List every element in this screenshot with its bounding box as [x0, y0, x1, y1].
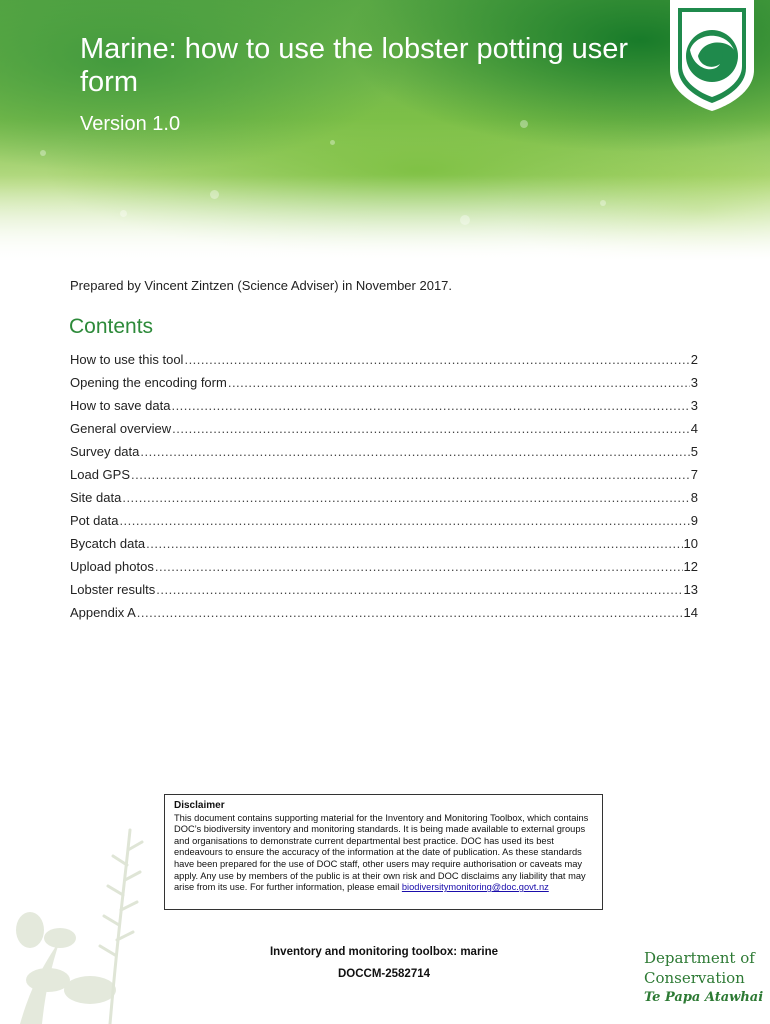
footer-document-id: DOCCM-2582714: [337, 968, 431, 980]
toc-entry-label: Upload photos: [70, 559, 154, 574]
toc-entry-page: 10: [683, 536, 698, 551]
toc-entry-label: Lobster results: [70, 582, 156, 597]
toc-entry-label: Load GPS: [70, 467, 130, 482]
toc-entry-page: 5: [690, 444, 698, 459]
toc-entry-opening-form[interactable]: [70, 375, 698, 398]
toc-entry-bycatch-data[interactable]: [70, 536, 698, 559]
toc-entry-label: Bycatch data: [70, 536, 146, 551]
toc-dot-leader: [137, 605, 683, 620]
toc-dot-leader: [146, 536, 682, 551]
toc-entry-page: 13: [683, 582, 698, 597]
toc-entry-label: General overview: [70, 421, 172, 436]
toc-entry-label: Opening the encoding form: [70, 375, 227, 390]
toc-entry-label: Survey data: [70, 444, 140, 459]
document-version: Version 1.0: [80, 113, 181, 135]
toc-entry-survey-data[interactable]: [70, 444, 698, 467]
toc-entry-how-to-use[interactable]: [70, 352, 698, 375]
disclaimer-body: This document contains supporting material for the Inventory and Monitoring Toolbox, which contains DOC’s biodiversity inventory and monitoring standards. It is being made available to external groups and organisations to demonstrate current departmental best practice. DOC has used its best endeavours to ensure the accuracy of the information at the date of publication. As these standards have been prepared for the use of DOC staff, other users may require authorisation or caveats may apply. Any use by members of the public is at their own risk and DOC disclaims any liability that may arise from its use. For further information, please email: [174, 812, 589, 893]
disclaimer-box: [164, 794, 603, 910]
toc-entry-pot-data[interactable]: [70, 513, 698, 536]
toc-entry-label: How to save data: [70, 398, 171, 413]
toc-dot-leader: [172, 421, 690, 436]
toc-dot-leader: [122, 490, 689, 505]
toc-entry-label: How to use this tool: [70, 352, 184, 367]
toc-entry-site-data[interactable]: [70, 490, 698, 513]
contents-heading: Contents: [69, 315, 154, 338]
banner-texture: [520, 120, 528, 128]
banner-texture: [120, 210, 127, 217]
toc-dot-leader: [119, 513, 689, 528]
logo-line-department: Department of: [644, 949, 755, 967]
banner-texture: [210, 190, 219, 199]
toc-dot-leader: [156, 582, 682, 597]
doc-shield-logo-icon: [668, 0, 756, 112]
toc-entry-save-data[interactable]: [70, 398, 698, 421]
toc-entry-page: 4: [690, 421, 698, 436]
document-title: Marine: how to use the lobster potting user form: [80, 33, 629, 98]
toc-entry-page: 9: [690, 513, 698, 528]
toc-entry-label: Pot data: [70, 513, 119, 528]
banner-texture: [600, 200, 606, 206]
toc-entry-page: 14: [683, 605, 698, 620]
toc-entry-page: 12: [683, 559, 698, 574]
banner-texture: [460, 215, 470, 225]
logo-line-conservation: Conservation: [644, 969, 745, 987]
department-of-conservation-logo: [644, 948, 764, 1008]
toc-dot-leader: [155, 559, 683, 574]
toc-entry-page: 8: [690, 490, 698, 505]
banner-texture: [40, 150, 46, 156]
toc-entry-general-overview[interactable]: [70, 421, 698, 444]
fern-bird-illustration-icon: [0, 820, 180, 1024]
toc-entry-label: Site data: [70, 490, 122, 505]
toc-dot-leader: [140, 444, 689, 459]
toc-entry-lobster-results[interactable]: [70, 582, 698, 605]
toc-dot-leader: [131, 467, 690, 482]
toc-entry-upload-photos[interactable]: [70, 559, 698, 582]
footer-title: Inventory and monitoring toolbox: marine: [269, 946, 499, 958]
toc-entry-appendix-a[interactable]: [70, 605, 698, 628]
banner-texture: [330, 140, 335, 145]
toc-entry-page: 2: [690, 352, 698, 367]
toc-entry-page: 7: [690, 467, 698, 482]
toc-dot-leader: [171, 398, 689, 413]
toc-entry-label: Appendix A: [70, 605, 136, 620]
disclaimer-email-link[interactable]: biodiversitymonitoring@doc.govt.nz: [401, 882, 549, 893]
toc-dot-leader: [184, 352, 689, 367]
toc-entry-load-gps[interactable]: [70, 467, 698, 490]
header-banner: [0, 0, 770, 265]
prepared-by-text: Prepared by Vincent Zintzen (Science Adviser) in November 2017.: [70, 278, 453, 293]
disclaimer-title: Disclaimer: [174, 800, 225, 811]
logo-line-te-papa-atawhai: Te Papa Atawhai: [644, 990, 764, 1005]
toc-dot-leader: [228, 375, 690, 390]
toc-entry-page: 3: [690, 375, 698, 390]
table-of-contents: [70, 352, 698, 628]
toc-entry-page: 3: [690, 398, 698, 413]
